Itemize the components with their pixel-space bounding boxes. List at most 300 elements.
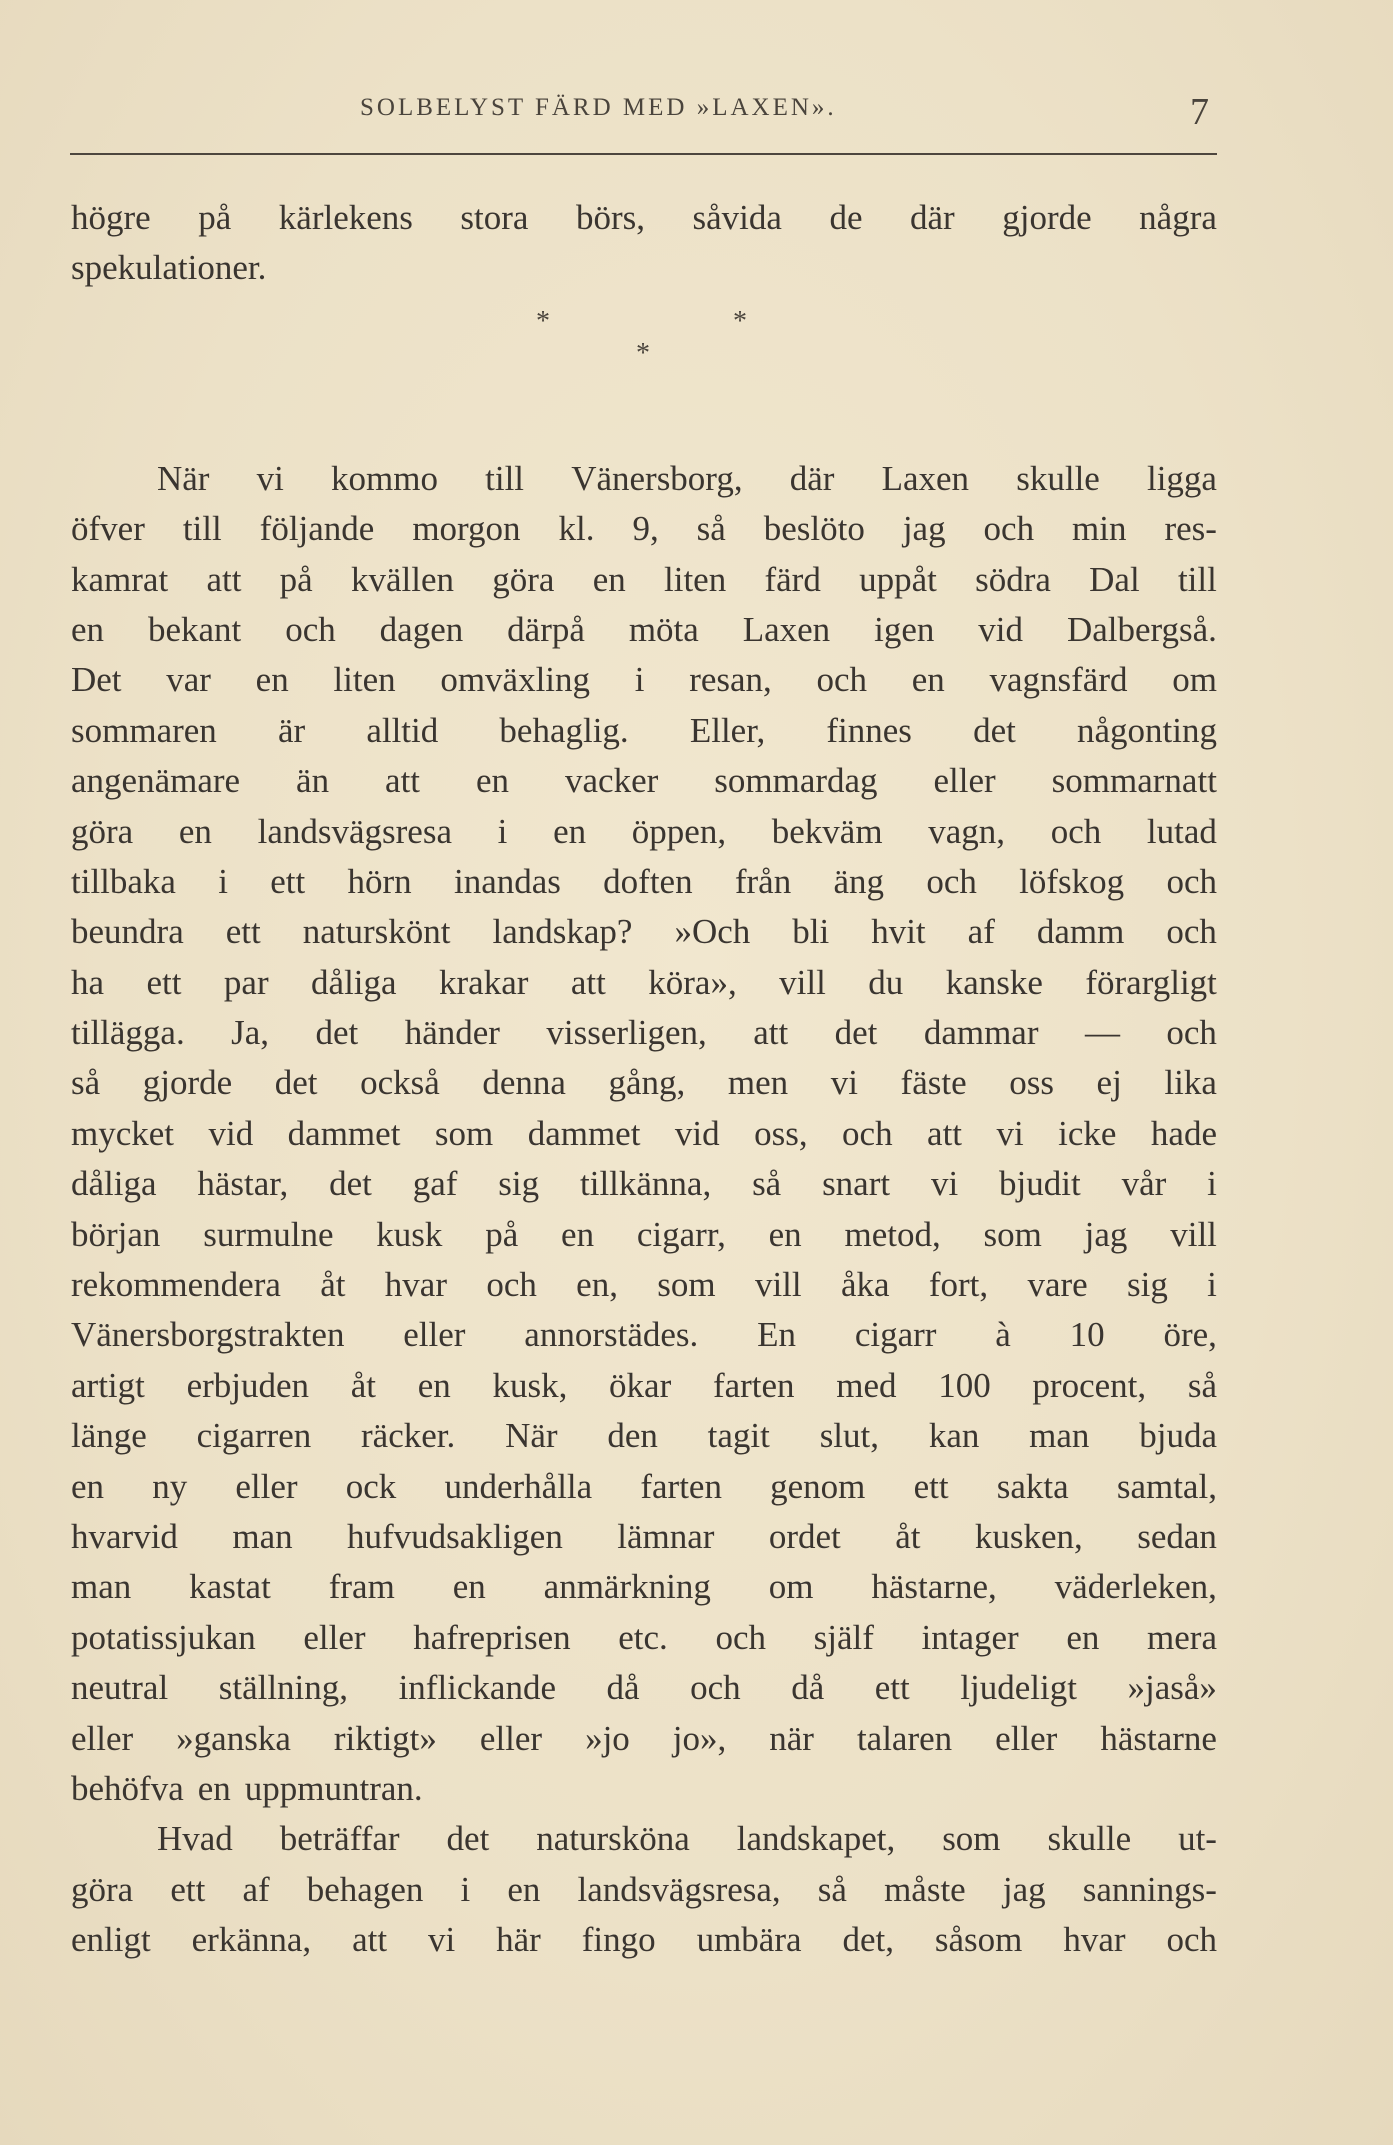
word: kusken, xyxy=(974,1516,1083,1556)
word: eller xyxy=(479,1718,543,1758)
asterisk-mark: * xyxy=(536,305,550,337)
word: »jo xyxy=(585,1718,630,1758)
word: »jaså» xyxy=(1127,1668,1217,1708)
word: eller xyxy=(303,1617,366,1657)
word: resan, xyxy=(689,660,772,700)
word: hade xyxy=(1150,1113,1217,1153)
word: här xyxy=(496,1920,541,1960)
word: En xyxy=(757,1315,796,1355)
word: så xyxy=(71,1063,101,1103)
word: tillägga. xyxy=(71,1013,185,1053)
word: surmulne xyxy=(203,1214,334,1254)
word: gjorde xyxy=(1002,198,1092,237)
word: snart xyxy=(822,1164,891,1204)
text-line xyxy=(71,907,1217,957)
word: en xyxy=(476,761,510,801)
word: Dal xyxy=(1089,559,1140,599)
word: också xyxy=(360,1063,440,1103)
text-line xyxy=(71,1210,1217,1260)
word: måste xyxy=(884,1869,966,1909)
word: skulle xyxy=(1016,458,1100,498)
word: förargligt xyxy=(1085,962,1217,1002)
word: vid xyxy=(208,1113,254,1153)
word: jag xyxy=(1002,1869,1046,1909)
word: det, xyxy=(842,1920,894,1960)
word: genom xyxy=(770,1466,866,1506)
word: fort, xyxy=(928,1265,989,1305)
word: procent, xyxy=(1032,1365,1147,1405)
word: sommardag xyxy=(714,761,878,801)
word: kl. xyxy=(558,509,595,549)
word: ligga xyxy=(1146,458,1217,498)
word: kamrat xyxy=(71,559,169,599)
text-line xyxy=(71,1764,1217,1814)
word: ett xyxy=(225,912,261,952)
word: min xyxy=(1072,509,1127,549)
body-text xyxy=(71,193,1217,1966)
word: en, xyxy=(576,1265,618,1305)
text-line xyxy=(71,605,1217,655)
word: att xyxy=(206,559,242,599)
word: inandas xyxy=(453,861,561,901)
word: kärlekens xyxy=(278,198,413,237)
word: uppmuntran. xyxy=(244,1768,423,1808)
word: hvar xyxy=(1063,1920,1126,1960)
word: i xyxy=(218,861,228,901)
word: oss xyxy=(1009,1063,1054,1103)
word: fingo xyxy=(581,1920,656,1960)
word: göra xyxy=(492,559,555,599)
word: räcker. xyxy=(361,1416,456,1456)
word: farten xyxy=(712,1365,795,1405)
word: det xyxy=(274,1063,318,1103)
word: tillkänna, xyxy=(580,1164,712,1204)
word: väderleken, xyxy=(1054,1567,1217,1607)
text-line xyxy=(71,1865,1217,1915)
text-line xyxy=(71,706,1217,756)
paragraph-2 xyxy=(71,454,1217,1815)
running-title: SOLBELYST FÄRD MED »LAXEN». xyxy=(360,94,837,121)
word: landsvägsresa xyxy=(257,811,452,851)
word: ett xyxy=(913,1466,949,1506)
word: alltid xyxy=(366,710,439,750)
word: neutral xyxy=(71,1668,169,1708)
word: man xyxy=(71,1567,132,1607)
word: en xyxy=(911,660,945,700)
text-line xyxy=(71,1663,1217,1713)
word: Ja, xyxy=(231,1013,270,1053)
word: eller xyxy=(71,1718,134,1758)
word: talaren xyxy=(856,1718,953,1758)
word: vagnsfärd xyxy=(989,660,1128,700)
word: uppåt xyxy=(859,559,937,599)
word: bekant xyxy=(147,609,242,649)
word: hvar xyxy=(384,1265,447,1305)
word: högre xyxy=(71,198,151,237)
word: på xyxy=(198,198,232,237)
word: ökar xyxy=(609,1365,672,1405)
text-line xyxy=(71,1361,1217,1411)
word: så xyxy=(752,1164,782,1204)
word: ett xyxy=(146,962,182,1002)
word: samtal, xyxy=(1116,1466,1217,1506)
word: händer xyxy=(404,1013,500,1053)
text-line xyxy=(71,1310,1217,1360)
word: var xyxy=(166,660,211,700)
word: vacker xyxy=(565,761,659,801)
word: hufvudsakligen xyxy=(347,1516,563,1556)
word: hvarvid xyxy=(71,1516,178,1556)
word: Laxen xyxy=(742,609,831,649)
word: tillbaka xyxy=(71,861,176,901)
word: Laxen xyxy=(881,458,970,498)
word: enligt xyxy=(71,1920,151,1960)
text-line xyxy=(71,1915,1217,1965)
word: när xyxy=(769,1718,814,1758)
word: finnes xyxy=(826,710,912,750)
word: farten xyxy=(640,1466,722,1506)
word: det xyxy=(315,1013,359,1053)
word: inflickande xyxy=(398,1668,556,1708)
word: eller xyxy=(933,761,996,801)
word: krakar xyxy=(439,962,529,1002)
text-line xyxy=(71,454,1217,504)
text-line xyxy=(71,807,1217,857)
word: eller xyxy=(995,1718,1058,1758)
word: dåliga xyxy=(71,1164,157,1204)
word: en xyxy=(507,1869,541,1909)
word: vi xyxy=(996,1113,1024,1153)
word: à xyxy=(995,1315,1011,1355)
word: i xyxy=(1207,1265,1217,1305)
text-line xyxy=(71,1562,1217,1612)
text-line xyxy=(71,1058,1217,1108)
word: är xyxy=(277,710,306,750)
word: sig xyxy=(1127,1265,1168,1305)
word: färd xyxy=(764,559,821,599)
text-line xyxy=(71,1008,1217,1058)
word: i xyxy=(1207,1164,1217,1204)
word: spekulationer. xyxy=(71,248,267,288)
word: vår xyxy=(1121,1164,1167,1204)
word: cigarr, xyxy=(636,1214,726,1254)
word: det xyxy=(973,710,1016,750)
word: eller xyxy=(403,1315,466,1355)
word: som xyxy=(942,1819,1001,1859)
word: hästarne xyxy=(1100,1718,1217,1758)
word: beslöto xyxy=(763,509,865,549)
word: länge xyxy=(71,1416,147,1456)
word: om xyxy=(768,1567,814,1607)
asterisk-mark: * xyxy=(636,337,650,369)
word: ett xyxy=(874,1668,910,1708)
word: i xyxy=(460,1869,471,1909)
word: gjorde xyxy=(142,1063,233,1103)
word: lämnar xyxy=(617,1516,715,1556)
word: När xyxy=(505,1416,558,1456)
word: sedan xyxy=(1137,1516,1217,1556)
text-line xyxy=(71,1512,1217,1562)
word: kusk, xyxy=(492,1365,568,1405)
word: naturskönt xyxy=(302,912,451,952)
word: där xyxy=(789,458,835,498)
word: erbjuden xyxy=(186,1365,310,1405)
text-line xyxy=(71,857,1217,907)
word: ny xyxy=(152,1466,188,1506)
word: af xyxy=(242,1869,270,1909)
word: en xyxy=(553,811,587,851)
word: en xyxy=(452,1567,486,1607)
word: etc. xyxy=(618,1617,668,1657)
word: cigarren xyxy=(196,1416,312,1456)
word: igen xyxy=(874,609,935,649)
word: en xyxy=(71,1466,105,1506)
word: möta xyxy=(628,609,699,649)
word: så xyxy=(696,509,726,549)
word: »ganska xyxy=(176,1718,291,1758)
word: vi xyxy=(256,458,284,498)
word: ock xyxy=(345,1466,397,1506)
word: erkänna, xyxy=(191,1920,312,1960)
word: anmärkning xyxy=(543,1567,711,1607)
text-line xyxy=(71,1260,1217,1310)
word: 100 xyxy=(938,1365,991,1405)
word: 10 xyxy=(1069,1315,1105,1355)
word: vid xyxy=(978,609,1024,649)
word: därpå xyxy=(507,609,585,649)
word: potatissjukan xyxy=(71,1617,256,1657)
word: och xyxy=(1166,1920,1217,1960)
word: res- xyxy=(1164,509,1217,549)
word: Det xyxy=(71,660,122,700)
word: och xyxy=(715,1617,766,1657)
running-head xyxy=(70,91,1220,134)
word: en xyxy=(197,1768,231,1808)
text-line xyxy=(71,1814,1217,1864)
word: jag xyxy=(902,509,946,549)
word: och xyxy=(1166,912,1217,952)
word: artigt xyxy=(71,1365,145,1405)
word: ett xyxy=(170,1869,206,1909)
word: som xyxy=(983,1214,1042,1254)
word: öre, xyxy=(1163,1315,1217,1355)
page-number: 7 xyxy=(1190,91,1209,133)
word: liten xyxy=(333,660,396,700)
word: men xyxy=(727,1063,789,1103)
word: vill xyxy=(1170,1214,1217,1254)
word: en xyxy=(178,811,212,851)
word: behöfva xyxy=(71,1768,184,1808)
word: början xyxy=(71,1214,161,1254)
word: södra xyxy=(975,559,1051,599)
word: en xyxy=(768,1214,802,1254)
word: åt xyxy=(350,1365,376,1405)
text-line xyxy=(71,1411,1217,1461)
word: till xyxy=(182,509,222,549)
word: såvida xyxy=(692,198,782,237)
word: man xyxy=(232,1516,293,1556)
word: ha xyxy=(71,962,105,1002)
word: gång, xyxy=(608,1063,686,1103)
word: att xyxy=(753,1013,789,1053)
word: och xyxy=(1166,861,1217,901)
word: sommaren xyxy=(71,710,217,750)
word: damm xyxy=(1036,912,1125,952)
word: åt xyxy=(320,1265,346,1305)
section-asterism xyxy=(71,294,1217,454)
word: Vänersborgstrakten xyxy=(71,1315,345,1355)
word: en xyxy=(592,559,626,599)
word: en xyxy=(417,1365,451,1405)
word: till xyxy=(1177,559,1217,599)
word: du xyxy=(868,962,904,1002)
word: lutad xyxy=(1146,811,1217,851)
word: och xyxy=(816,660,868,700)
word: vill xyxy=(779,962,826,1002)
word: som xyxy=(657,1265,716,1305)
word: en xyxy=(1066,1617,1100,1657)
word: riktigt» xyxy=(333,1718,437,1758)
word: börs, xyxy=(575,198,645,237)
word: af xyxy=(967,912,995,952)
word: såsom xyxy=(934,1920,1023,1960)
word: ej xyxy=(1096,1063,1122,1103)
word: öppen, xyxy=(631,811,727,851)
word: eller xyxy=(235,1466,298,1506)
word: metod, xyxy=(844,1214,941,1254)
word: några xyxy=(1139,198,1217,237)
word: i xyxy=(634,660,645,700)
word: en xyxy=(71,609,105,649)
text-line xyxy=(71,243,1217,293)
word: ställning, xyxy=(218,1668,349,1708)
word: angenämare xyxy=(71,761,241,801)
word: och xyxy=(486,1265,537,1305)
paragraph-1 xyxy=(71,193,1217,294)
word: umbära xyxy=(696,1920,802,1960)
word: på xyxy=(485,1214,519,1254)
word: de xyxy=(829,198,863,237)
word: löfskog xyxy=(1019,861,1125,901)
word: underhålla xyxy=(444,1466,593,1506)
word: så xyxy=(817,1869,847,1909)
word: öfver xyxy=(71,509,145,549)
word: landskapet, xyxy=(736,1819,896,1859)
word: jag xyxy=(1084,1214,1128,1254)
text-line xyxy=(71,958,1217,1008)
word: kvällen xyxy=(350,559,454,599)
word: än xyxy=(296,761,330,801)
text-line xyxy=(71,1613,1217,1663)
word: hörn xyxy=(347,861,412,901)
word: Dalbergså. xyxy=(1066,609,1217,649)
word: dammet xyxy=(287,1113,401,1153)
word: ett xyxy=(270,861,306,901)
word: äng xyxy=(833,861,885,901)
text-line xyxy=(71,1159,1217,1209)
word: natursköna xyxy=(536,1819,690,1859)
text-line xyxy=(71,655,1217,705)
word: dåliga xyxy=(311,962,397,1002)
word: beträffar xyxy=(279,1819,400,1859)
word: om xyxy=(1172,660,1217,700)
word: i xyxy=(497,811,508,851)
word: beundra xyxy=(71,912,184,952)
word: hvit xyxy=(871,912,926,952)
word: landsvägsresa, xyxy=(577,1869,781,1909)
word: cigarr xyxy=(854,1315,937,1355)
word: doften xyxy=(603,861,693,901)
word: skulle xyxy=(1047,1819,1132,1859)
word: vi xyxy=(830,1063,858,1103)
word: där xyxy=(910,198,955,237)
word: morgon xyxy=(412,509,521,549)
word: en xyxy=(561,1214,595,1254)
word: oss, xyxy=(754,1113,808,1153)
word: att xyxy=(352,1920,388,1960)
word: och xyxy=(983,509,1035,549)
word: vill xyxy=(754,1265,802,1305)
word: jo», xyxy=(672,1718,727,1758)
word: bjuda xyxy=(1139,1416,1217,1456)
word: liten xyxy=(664,559,727,599)
word: ut- xyxy=(1178,1819,1217,1859)
word: den xyxy=(607,1416,658,1456)
word: kanske xyxy=(945,962,1043,1002)
word: icke xyxy=(1058,1113,1117,1153)
word: denna xyxy=(482,1063,566,1103)
word: det xyxy=(329,1164,372,1204)
word: behagen xyxy=(306,1869,424,1909)
word: då xyxy=(791,1668,825,1708)
word: dammet xyxy=(527,1113,641,1153)
word: och xyxy=(1166,1013,1217,1053)
word: 9, xyxy=(632,509,659,549)
word: par xyxy=(223,962,269,1002)
word: dammar xyxy=(923,1013,1039,1053)
word: åka xyxy=(840,1265,890,1305)
word: och xyxy=(1050,811,1102,851)
text-line xyxy=(71,193,1217,243)
word: en xyxy=(255,660,289,700)
word: och xyxy=(285,609,336,649)
word: ljudeligt xyxy=(960,1668,1077,1708)
word: så xyxy=(1187,1365,1217,1405)
word: — xyxy=(1084,1013,1120,1053)
word: Hvad xyxy=(157,1819,233,1859)
word: »Och xyxy=(674,912,751,952)
word: vi xyxy=(930,1164,959,1204)
word: man xyxy=(1029,1416,1090,1456)
word: hästarne, xyxy=(871,1567,997,1607)
word: då xyxy=(606,1668,640,1708)
word: det xyxy=(446,1819,490,1859)
word: följande xyxy=(259,509,375,549)
word: landskap? xyxy=(492,912,633,952)
word: att xyxy=(570,962,606,1002)
word: rekommendera xyxy=(71,1265,281,1305)
word: mera xyxy=(1147,1617,1217,1657)
word: hästar, xyxy=(197,1164,289,1204)
word: bekväm xyxy=(771,811,883,851)
word: fäste xyxy=(900,1063,967,1103)
word: och xyxy=(926,861,977,901)
word: med xyxy=(836,1365,897,1405)
word: visserligen, xyxy=(546,1013,707,1053)
text-line xyxy=(71,756,1217,806)
word: och xyxy=(690,1668,741,1708)
word: från xyxy=(734,861,792,901)
